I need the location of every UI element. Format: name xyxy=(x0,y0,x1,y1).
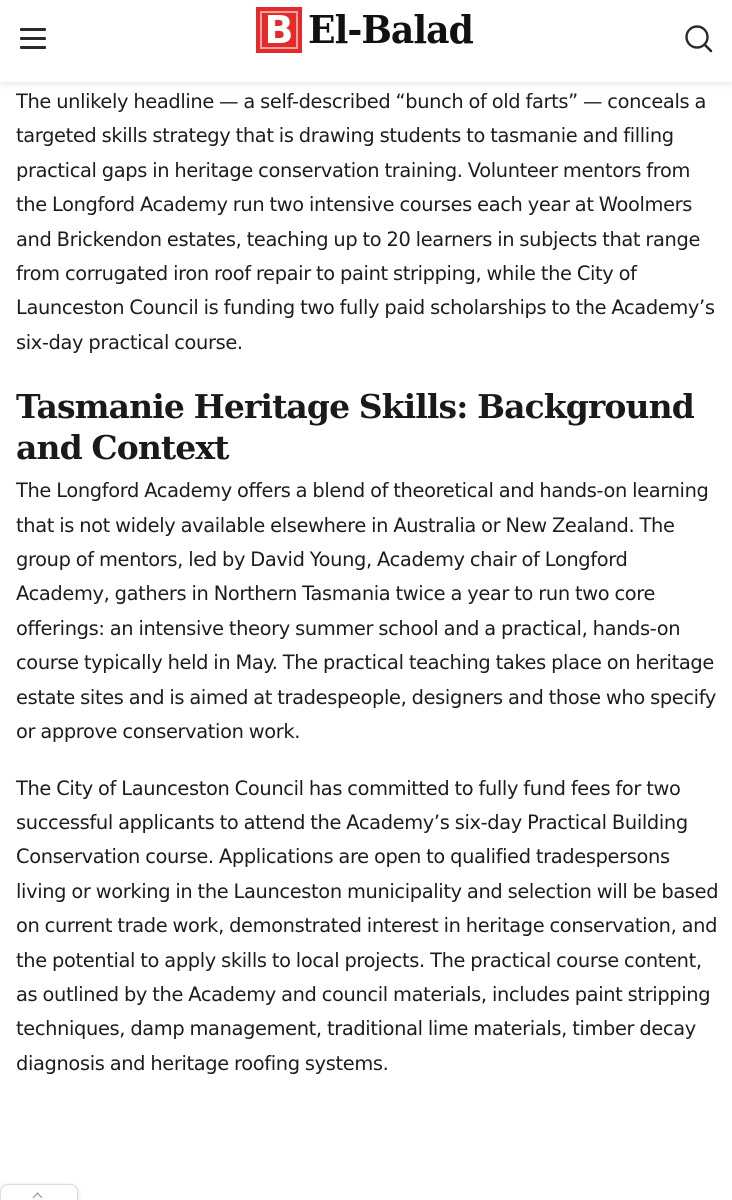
site-logo[interactable] xyxy=(256,7,482,53)
logo-mark-icon: B xyxy=(256,7,302,53)
search-icon[interactable] xyxy=(678,18,720,60)
article-body xyxy=(16,85,720,1081)
section-heading: Tasmanie Heritage Skills: Background and Context xyxy=(16,387,694,468)
scroll-to-top-button[interactable] xyxy=(0,1184,78,1200)
logo-text: El-Balad xyxy=(308,7,473,52)
top-navigation-bar xyxy=(0,0,732,82)
article-paragraph-intro: The unlikely headline — a self-described “bunch of old farts” — conceals a targeted skills strategy that is drawing students to tasmanie and filling practical gaps in heritage conservation training. Volunteer mentors from the Longford Academy run two intensive courses each year at Woolmers and Brickendon estates, teaching up to 20 learners in subjects that range from corrugated iron roof repair to paint stripping, while the City of Launceston Council is funding two fully paid scholarships to the Academy’s six-day practical course. xyxy=(16,90,715,354)
menu-line xyxy=(20,28,46,31)
menu-line xyxy=(20,46,46,49)
article-paragraph-background: The Longford Academy offers a blend of theoretical and hands-on learning that is not widely available elsewhere in Australia or New Zealand. The group of mentors, led by David Young, Academy chair of Longford Academy, gathers in Northern Tasmania twice a year to run two core offerings: an intensive theory summer school and a practical, hands-on course typically held in May. The practical teaching takes place on heritage estate sites and is aimed at tradespeople, designers and those who specify or approve conservation work. xyxy=(16,479,716,744)
article-paragraph-scholarship: The City of Launceston Council has committed to fully fund fees for two successful applicants to attend the Academy’s six-day Practical Building Conservation course. Applications are open to qualified tradespersons living or working in the Launceston municipality and selection will be based on current trade work, demonstrated interest in heritage conservation, and the potential to apply skills to local projects. The practical course content, as outlined by the Academy and council materials, includes paint stripping techniques, damp management, traditional lime materials, timber decay diagnosis and heritage roofing systems. xyxy=(16,776,719,1075)
menu-line xyxy=(20,37,46,40)
hamburger-menu-icon[interactable] xyxy=(14,20,52,58)
